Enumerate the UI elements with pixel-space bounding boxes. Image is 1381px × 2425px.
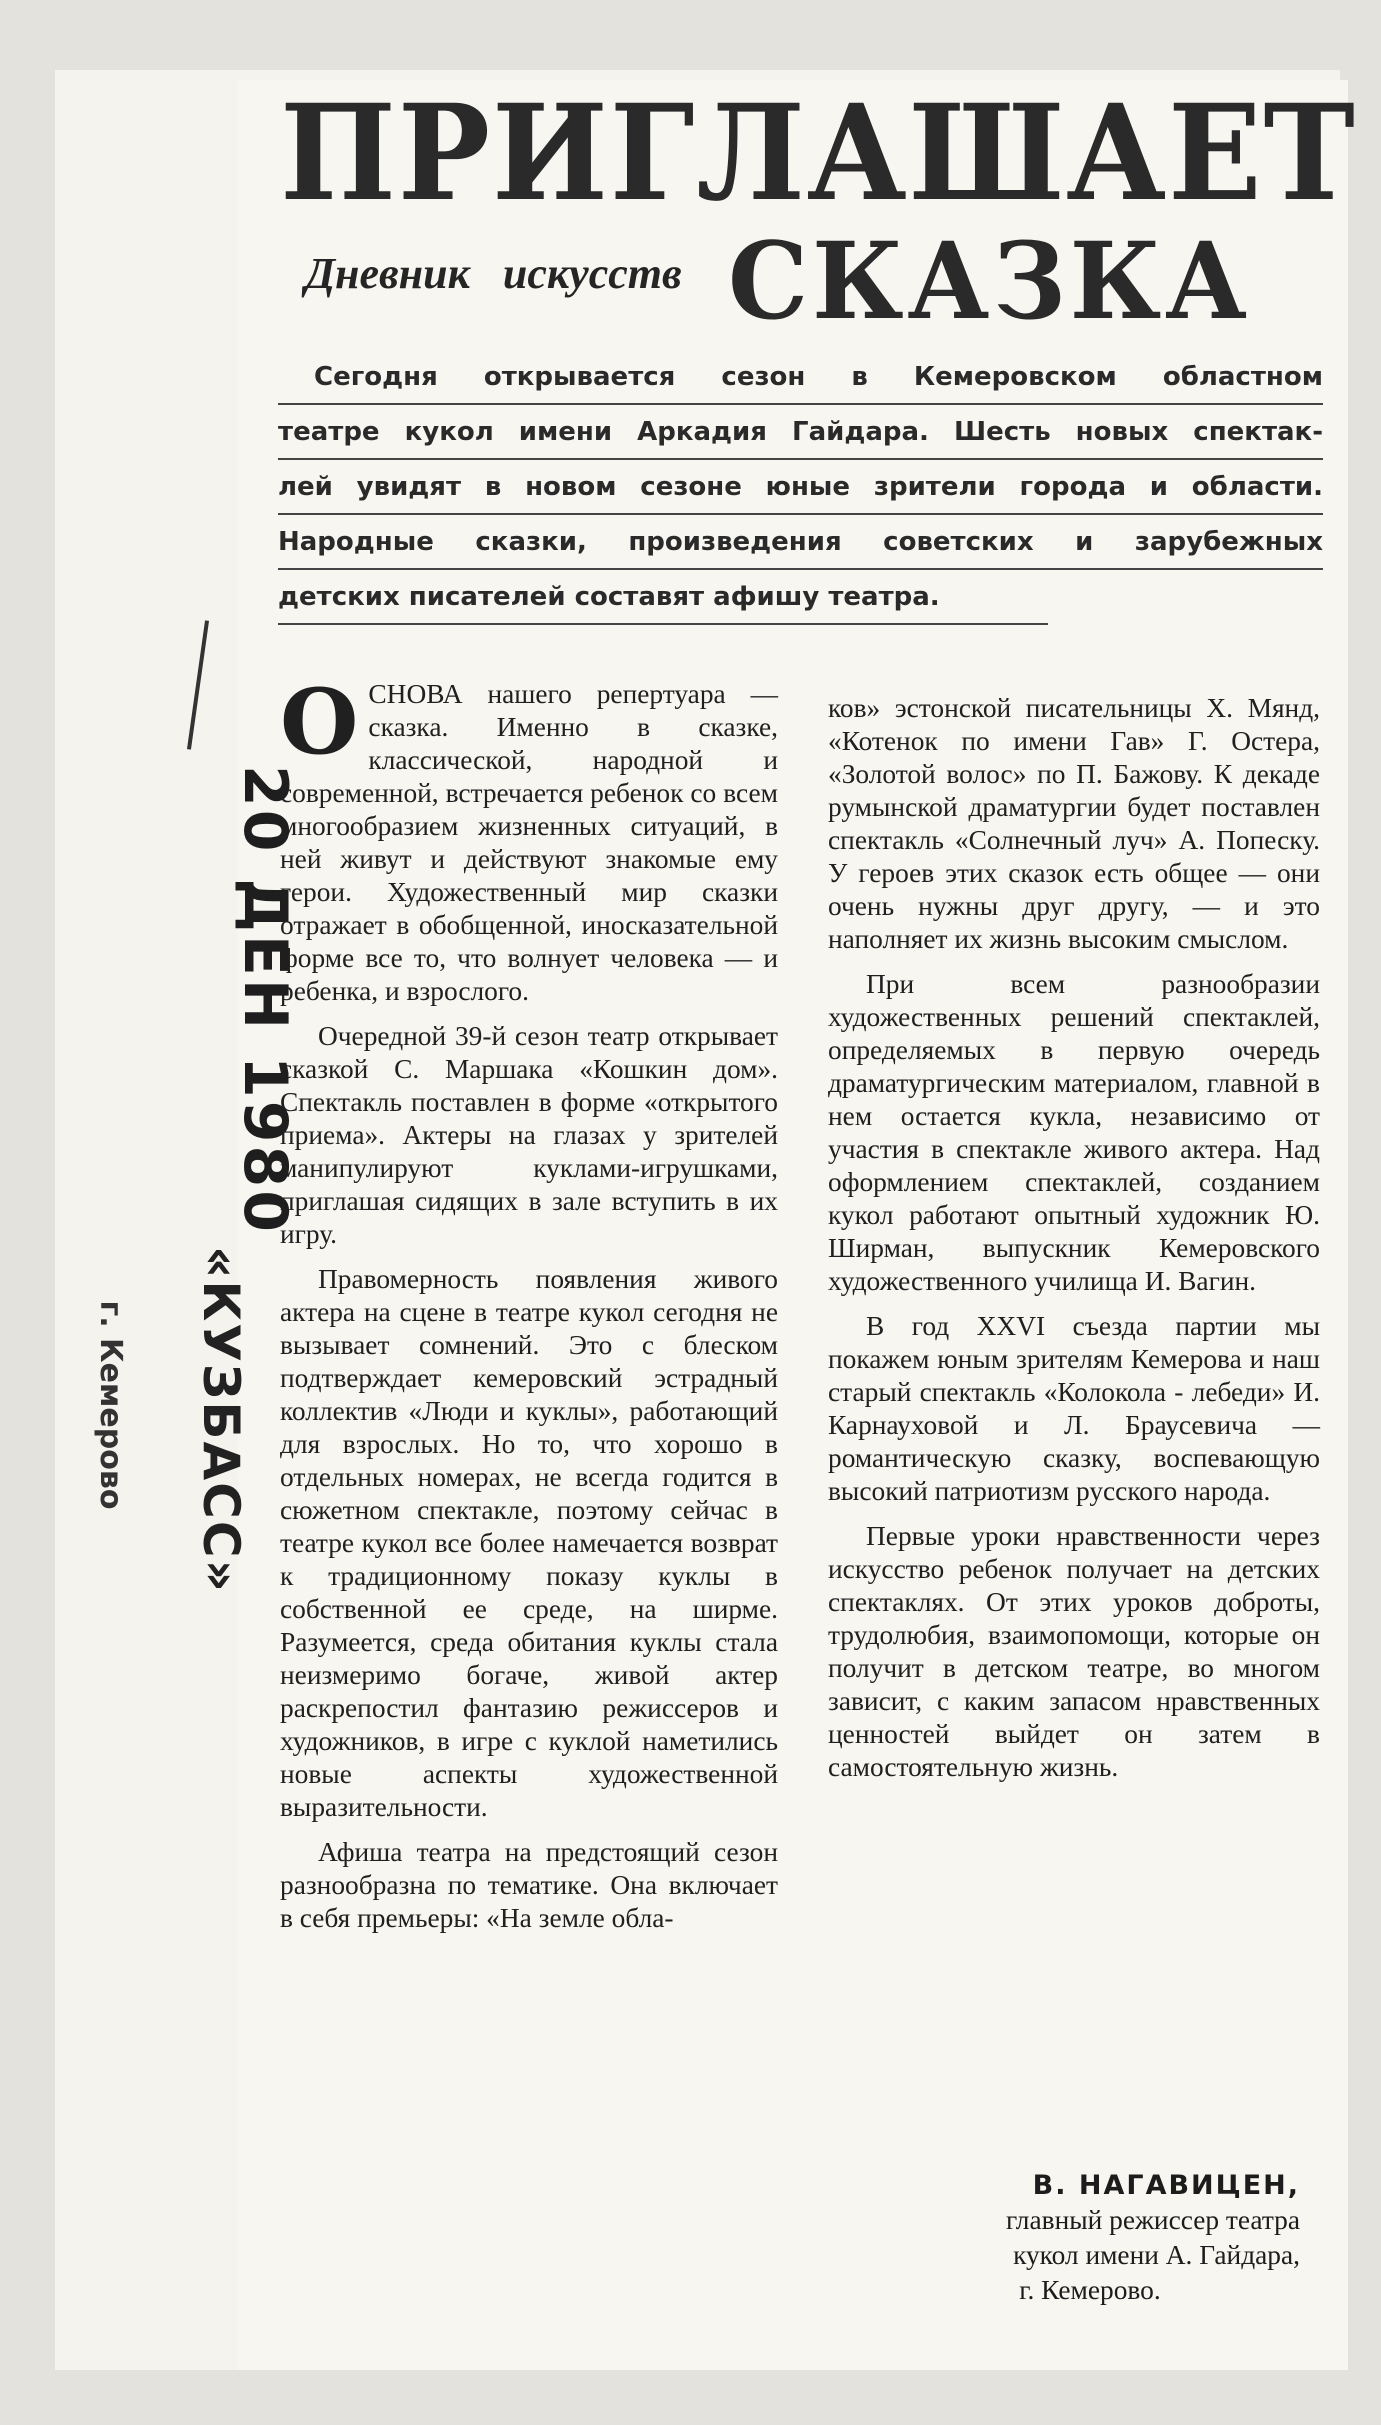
article-paragraph: Афиша театра на предстоящий сезон разнообразна по тематике. Она включает в себя премьеры: «На земле обла- bbox=[280, 1837, 778, 1933]
article-column-1 bbox=[280, 669, 778, 1947]
author-role: главный режиссер театра bbox=[1005, 2205, 1300, 2235]
author-signature bbox=[840, 2168, 1300, 2308]
article-paragraph: Первые уроки нравственности через искусство ребенок получает на детских спектаклях. От этих уроков доброты, трудолюбия, взаимопомощи, которые он получит в детском театре, во многом зависит, с каким запасом нравственных ценностей выйдет он затем в самостоятельную жизнь. bbox=[828, 1521, 1320, 1782]
lead-line: лей увидят в новом сезоне юные зрители города и области. bbox=[278, 460, 1323, 515]
headline-top: ПРИГЛАШАЕТ bbox=[280, 76, 1357, 231]
article-paragraph: В год XXVI съезда партии мы покажем юным зрителям Кемерова и наш старый спектакль «Колокола - лебеди» И. Карнауховой и Л. Браусевича — романтическую сказку, воспевающую высокий патриотизм русского народа. bbox=[828, 1311, 1320, 1506]
paragraph-text: СНОВА нашего репертуара — сказка. Именно в сказке, классической, народной и современной, встречается ребенок со всем многообразием жизненных ситуаций, в ней живут и действуют знакомые ему герои. Художественный мир сказки отражает в обобщенной, иносказательной форме все то, что волнует человека — и ребенка, и взрослого. bbox=[280, 679, 778, 1006]
author-city: г. Кемерово. bbox=[1019, 2275, 1161, 2305]
lead-line: детских писателей составят афишу театра. bbox=[278, 570, 1048, 625]
drop-cap: О bbox=[280, 669, 359, 775]
author-theatre: кукол имени А. Гайдара, bbox=[1013, 2240, 1300, 2270]
publication-city-stamp: г. Кемерово bbox=[93, 1300, 128, 1510]
date-stamp: 20 ДЕН 1980 bbox=[230, 765, 300, 1235]
publication-stamp: «КУЗБАСС» bbox=[192, 1246, 250, 1594]
article-paragraph bbox=[280, 669, 778, 1008]
lead-paragraph bbox=[278, 350, 1323, 625]
article-paragraph: ков» эстонской писательницы Х. Мянд, «Котенок по имени Гав» Г. Остера, «Золотой волос» по П. Бажову. К декаде румынской драматургии будет поставлен спектакль «Солнечный луч» А. Попеску. У героев этих сказок есть общее — они очень нужны друг другу, — и это наполняет их жизнь высоким смыслом. bbox=[828, 693, 1320, 954]
rubric-label: Дневник искусств bbox=[305, 249, 682, 298]
author-name: В. НАГАВИЦЕН, bbox=[1032, 2170, 1300, 2201]
article-paragraph: Правомерность появления живого актера на сцене в театре кукол сегодня не вызывает сомнений. Это с блеском подтверждает кемеровский эстрадный коллектив «Люди и куклы», работающий для взрослых. Но то, что хорошо в отдельных номерах, не всегда годится в сюжетном спектакле, поэтому сейчас в театре кукол все более намечается возврат к традиционному показу куклы в собственной ее среде, на ширме. Разумеется, среда обитания куклы стала неизмеримо богаче, живой актер раскрепостил фантазию режиссеров и художников, в игре с куклой наметились новые аспекты художественной выразительности. bbox=[280, 1264, 778, 1822]
headline-bottom: СКАЗКА bbox=[728, 218, 1251, 343]
lead-line: Народные сказки, произведения советских и зарубежных bbox=[278, 515, 1323, 570]
article-paragraph: При всем разнообразии художественных решений спектаклей, определяемых в первую очередь драматургическим материалом, главной в нем остается кукла, независимо от участия в спектакле живого актера. Над оформлением спектаклей, созданием кукол работают опытный художник Ю. Ширман, выпускник Кемеровского художественного училища И. Вагин. bbox=[828, 969, 1320, 1296]
article-column-2 bbox=[828, 692, 1320, 1796]
article-paragraph: Очередной 39-й сезон театр открывает сказкой С. Маршака «Кошкин дом». Спектакль поставлен в форме «открытого приема». Актеры на глазах у зрителей манипулируют куклами-игрушками, приглашая сидящих в зале вступить в их игру. bbox=[280, 1021, 778, 1249]
lead-line: театре кукол имени Аркадия Гайдара. Шесть новых спектак- bbox=[278, 405, 1323, 460]
lead-line: Сегодня открывается сезон в Кемеровском областном bbox=[278, 350, 1323, 405]
